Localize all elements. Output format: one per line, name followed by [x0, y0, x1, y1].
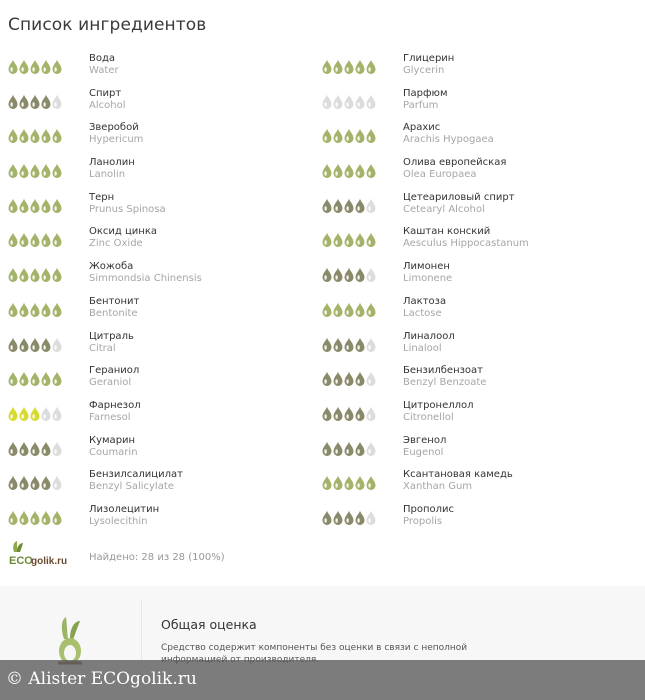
rating-drop-icon — [52, 302, 62, 318]
rating-drop-icon — [41, 406, 51, 422]
rating-drop-icon — [333, 198, 343, 214]
ingredient-name-ru[interactable]: Терн — [89, 191, 115, 203]
rating-drop-icon — [30, 441, 40, 457]
ingredient-row[interactable] — [322, 86, 637, 121]
ingredient-name-ru[interactable]: Парфюм — [403, 87, 448, 99]
ingredient-rating — [8, 510, 62, 526]
ingredient-names — [89, 53, 119, 77]
ingredient-names — [89, 435, 138, 459]
rating-drop-icon — [333, 302, 343, 318]
ingredient-name-en: Coumarin — [89, 446, 138, 458]
rating-drop-icon — [41, 163, 51, 179]
ingredient-names — [403, 365, 486, 389]
ingredient-row[interactable] — [322, 224, 637, 259]
rating-drop-icon — [30, 302, 40, 318]
rating-drop-icon — [19, 510, 29, 526]
ingredient-name-en: Bentonite — [89, 307, 138, 319]
rating-drop-icon — [19, 371, 29, 387]
rating-drop-icon — [355, 441, 365, 457]
copyright-text: © Alister ECOgolik.ru — [6, 669, 197, 689]
found-count: Найдено: 28 из 28 (100%) — [89, 552, 225, 563]
rating-drop-icon — [366, 232, 376, 248]
ingredient-row[interactable] — [322, 120, 637, 155]
ecogolik-logo[interactable] — [8, 540, 80, 568]
rating-drop-icon — [52, 128, 62, 144]
ingredient-name-en: Citronellol — [403, 411, 454, 423]
rating-drop-icon — [8, 198, 18, 214]
ingredient-rating — [322, 302, 376, 318]
rating-drop-icon — [344, 371, 354, 387]
rating-drop-icon — [30, 128, 40, 144]
rating-drop-icon — [344, 198, 354, 214]
rating-drop-icon — [52, 163, 62, 179]
rating-drop-icon — [52, 441, 62, 457]
ingredient-names — [403, 53, 454, 77]
ingredient-rating — [322, 441, 376, 457]
rating-drop-icon — [30, 198, 40, 214]
rating-drop-icon — [333, 510, 343, 526]
rating-drop-icon — [366, 441, 376, 457]
rating-drop-icon — [8, 406, 18, 422]
ingredient-rating — [8, 475, 62, 491]
rating-drop-icon — [344, 337, 354, 353]
ingredient-name-en: Zinc Oxide — [89, 238, 143, 250]
rating-drop-icon — [19, 337, 29, 353]
rating-drop-icon — [333, 371, 343, 387]
rating-drop-icon — [30, 59, 40, 75]
rating-drop-icon — [333, 94, 343, 110]
ingredient-names — [89, 331, 134, 355]
ingredient-row[interactable] — [322, 363, 637, 398]
rating-drop-icon — [333, 441, 343, 457]
ingredient-name-en: Simmondsia Chinensis — [89, 273, 202, 285]
rating-drop-icon — [41, 302, 51, 318]
rating-drop-icon — [8, 371, 18, 387]
rating-drop-icon — [366, 371, 376, 387]
ingredient-name-ru[interactable]: Оксид цинка — [89, 226, 158, 238]
ingredient-names — [403, 261, 452, 285]
rating-drop-icon — [333, 337, 343, 353]
ingredient-rating — [8, 59, 62, 75]
rating-drop-icon — [322, 198, 332, 214]
rating-drop-icon — [366, 337, 376, 353]
ingredient-name-en: Lysolecithin — [89, 515, 148, 527]
ingredient-rating — [8, 128, 62, 144]
ingredient-name-ru[interactable]: Цитраль — [89, 330, 134, 342]
ingredient-name-ru[interactable]: Гераниол — [89, 365, 140, 377]
ingredient-name-ru[interactable]: Бензилбензоат — [403, 365, 484, 377]
rating-drop-icon — [333, 406, 343, 422]
ingredient-row[interactable] — [8, 329, 323, 364]
rating-drop-icon — [8, 337, 18, 353]
ingredient-name-en: Benzyl Salicylate — [89, 481, 174, 493]
rating-drop-icon — [30, 94, 40, 110]
ingredient-row[interactable] — [8, 120, 323, 155]
ingredient-name-en: Xanthan Gum — [403, 481, 473, 493]
rating-drop-icon — [333, 232, 343, 248]
ingredients-column-left — [8, 51, 323, 537]
ingredient-names — [89, 192, 166, 216]
rating-drop-icon — [30, 232, 40, 248]
rating-drop-icon — [355, 128, 365, 144]
rating-drop-icon — [41, 371, 51, 387]
ingredient-names — [403, 157, 506, 181]
ingredient-name-en: Cetearyl Alcohol — [403, 203, 485, 215]
ingredient-name-en: Linalool — [403, 342, 442, 354]
ingredient-row[interactable] — [322, 51, 637, 86]
ingredient-name-ru[interactable]: Эвгенол — [403, 434, 447, 446]
rating-drop-icon — [355, 371, 365, 387]
ingredient-names — [403, 435, 446, 459]
rating-drop-icon — [19, 128, 29, 144]
rating-drop-icon — [8, 267, 18, 283]
ingredient-row[interactable] — [8, 86, 323, 121]
ingredient-names — [89, 157, 135, 181]
rating-drop-icon — [366, 406, 376, 422]
rating-drop-icon — [41, 232, 51, 248]
rating-drop-icon — [366, 94, 376, 110]
rating-drop-icon — [322, 163, 332, 179]
ingredient-row[interactable] — [8, 294, 323, 329]
rating-drop-icon — [19, 406, 29, 422]
rating-drop-icon — [52, 232, 62, 248]
ingredient-name-ru[interactable]: Ланолин — [89, 157, 135, 169]
rating-drop-icon — [366, 510, 376, 526]
ingredient-names — [403, 122, 494, 146]
ingredient-names — [89, 88, 125, 112]
rating-drop-icon — [19, 232, 29, 248]
ingredient-names — [89, 261, 202, 285]
ingredient-name-en: Glycerin — [403, 65, 445, 76]
rating-drop-icon — [41, 510, 51, 526]
ingredient-row[interactable] — [8, 190, 323, 225]
ingredient-name-ru[interactable]: Цитронеллол — [403, 399, 474, 411]
logo-rest-text: golik.ru — [31, 556, 68, 567]
ingredient-name-en: Limonene — [403, 273, 453, 285]
rating-drop-icon — [355, 337, 365, 353]
ingredient-name-ru[interactable]: Глицерин — [403, 53, 455, 64]
ingredient-name-en: Aesculus Hippocastanum — [403, 238, 529, 250]
rating-drop-icon — [52, 475, 62, 491]
rating-drop-icon — [8, 510, 18, 526]
ingredient-rating — [322, 267, 376, 283]
rating-drop-icon — [52, 371, 62, 387]
logo-eco-text: ECO — [9, 555, 33, 567]
rating-drop-icon — [52, 198, 62, 214]
ingredient-name-en: Parfum — [403, 99, 439, 111]
ingredient-row[interactable] — [322, 502, 637, 537]
rating-drop-icon — [19, 441, 29, 457]
rating-drop-icon — [366, 59, 376, 75]
ingredient-name-ru[interactable]: Арахис — [403, 122, 441, 134]
rating-drop-icon — [322, 371, 332, 387]
ingredient-names — [403, 192, 515, 216]
ingredient-name-ru[interactable]: Лимонен — [403, 261, 450, 273]
rating-drop-icon — [52, 94, 62, 110]
rating-drop-icon — [41, 475, 51, 491]
rating-drop-icon — [344, 406, 354, 422]
rating-drop-icon — [52, 406, 62, 422]
ingredient-row[interactable] — [322, 329, 637, 364]
rating-drop-icon — [8, 302, 18, 318]
ingredient-names — [89, 365, 139, 389]
ingredient-names — [403, 469, 513, 493]
rabbit-logo-icon — [13, 541, 23, 552]
ingredient-name-ru[interactable]: Олива европейская — [403, 157, 507, 169]
rating-drop-icon — [322, 441, 332, 457]
rating-drop-icon — [41, 128, 51, 144]
rating-drop-icon — [366, 302, 376, 318]
ingredient-rating — [322, 337, 376, 353]
summary-title: Общая оценка — [161, 617, 257, 632]
rating-drop-icon — [41, 198, 51, 214]
ingredient-row[interactable] — [8, 363, 323, 398]
ingredient-name-ru[interactable]: Лактоза — [403, 295, 447, 307]
ingredient-row[interactable] — [8, 224, 323, 259]
ingredient-names — [403, 504, 454, 528]
ingredient-names — [89, 469, 183, 493]
rating-drop-icon — [19, 302, 29, 318]
rating-drop-icon — [8, 94, 18, 110]
ingredient-name-en: Geraniol — [89, 377, 132, 389]
ingredient-row[interactable] — [8, 433, 323, 468]
ingredient-names — [403, 296, 446, 320]
ingredient-row[interactable] — [8, 155, 323, 190]
rating-drop-icon — [366, 267, 376, 283]
ingredient-rating — [8, 302, 62, 318]
rating-drop-icon — [344, 59, 354, 75]
rating-drop-icon — [30, 267, 40, 283]
rating-drop-icon — [19, 59, 29, 75]
ingredient-name-en: Hypericum — [89, 134, 144, 146]
ingredient-row[interactable] — [322, 294, 637, 329]
ingredient-name-ru[interactable]: Кумарин — [89, 434, 136, 446]
ingredient-row[interactable] — [322, 190, 637, 225]
rating-drop-icon — [333, 128, 343, 144]
rating-drop-icon — [30, 406, 40, 422]
rating-drop-icon — [355, 163, 365, 179]
rating-drop-icon — [322, 510, 332, 526]
rating-drop-icon — [355, 59, 365, 75]
ingredient-name-en: Benzyl Benzoate — [403, 377, 487, 389]
ingredient-rating — [8, 371, 62, 387]
rating-drop-icon — [333, 163, 343, 179]
ingredient-names — [403, 331, 455, 355]
rating-drop-icon — [366, 475, 376, 491]
ingredient-name-ru[interactable]: Фарнезол — [89, 399, 141, 411]
rating-drop-icon — [30, 337, 40, 353]
ingredient-rating — [8, 406, 62, 422]
rating-drop-icon — [8, 128, 18, 144]
ingredients-column-right — [322, 51, 637, 537]
rating-drop-icon — [19, 94, 29, 110]
summary-text: Средство содержит компоненты без оценки в связи с неполной — [161, 643, 468, 653]
rating-drop-icon — [344, 128, 354, 144]
ingredient-names — [403, 88, 448, 112]
page-title: Список ингредиентов — [8, 15, 207, 35]
rating-drop-icon — [8, 441, 18, 457]
ingredient-rating — [8, 232, 62, 248]
ingredient-rating — [322, 406, 376, 422]
ingredient-names — [89, 400, 141, 424]
rating-drop-icon — [322, 94, 332, 110]
rating-drop-icon — [52, 59, 62, 75]
ingredient-name-en: Lactose — [403, 307, 442, 319]
rating-drop-icon — [322, 128, 332, 144]
ingredient-row[interactable] — [322, 398, 637, 433]
ingredient-name-en: Prunus Spinosa — [89, 203, 166, 215]
ingredient-row[interactable] — [8, 259, 323, 294]
rating-drop-icon — [344, 94, 354, 110]
ingredient-row[interactable] — [322, 433, 637, 468]
rating-drop-icon — [322, 232, 332, 248]
ingredient-name-en: Olea Europaea — [403, 169, 477, 181]
rating-drop-icon — [344, 510, 354, 526]
ingredient-rating — [8, 94, 62, 110]
rating-drop-icon — [344, 232, 354, 248]
ingredient-name-ru[interactable]: Линалоол — [403, 330, 455, 342]
rating-drop-icon — [41, 337, 51, 353]
rating-drop-icon — [355, 94, 365, 110]
ingredient-row[interactable] — [322, 259, 637, 294]
rating-drop-icon — [366, 198, 376, 214]
rating-drop-icon — [322, 267, 332, 283]
ingredient-row[interactable] — [8, 398, 323, 433]
ingredient-name-ru[interactable]: Бензилсалицилат — [89, 469, 183, 481]
ingredient-rating — [322, 510, 376, 526]
ingredient-row[interactable] — [322, 155, 637, 190]
ingredient-name-en: Farnesol — [89, 411, 131, 423]
ingredient-name-en: Lanolin — [89, 169, 126, 181]
ingredient-rating — [322, 232, 376, 248]
rating-drop-icon — [19, 163, 29, 179]
ingredient-rating — [8, 163, 62, 179]
rating-drop-icon — [30, 510, 40, 526]
ingredient-rating — [8, 198, 62, 214]
rating-drop-icon — [19, 198, 29, 214]
rating-drop-icon — [322, 302, 332, 318]
rating-drop-icon — [355, 267, 365, 283]
rating-drop-icon — [333, 59, 343, 75]
ingredient-name-en: Citral — [89, 342, 116, 354]
rating-drop-icon — [322, 59, 332, 75]
ingredient-name-ru[interactable]: Вода — [89, 53, 116, 64]
ingredient-row[interactable] — [322, 467, 637, 502]
ingredient-names — [89, 122, 143, 146]
ingredient-name-en: Arachis Hypogaea — [403, 134, 494, 146]
ingredient-names — [403, 226, 529, 250]
ingredient-rating — [8, 337, 62, 353]
rating-drop-icon — [333, 475, 343, 491]
rating-drop-icon — [52, 267, 62, 283]
ingredient-name-en: Water — [89, 65, 119, 76]
ingredient-name-en: Alcohol — [89, 99, 126, 111]
ingredient-name-ru[interactable]: Каштан конский — [403, 226, 491, 238]
ingredient-name-ru[interactable]: Жожоба — [89, 261, 134, 273]
rating-drop-icon — [41, 441, 51, 457]
ingredient-name-ru[interactable]: Лизолецитин — [89, 503, 160, 515]
rating-drop-icon — [322, 475, 332, 491]
ingredient-rating — [322, 128, 376, 144]
rating-drop-icon — [19, 267, 29, 283]
rating-drop-icon — [52, 510, 62, 526]
ingredient-row[interactable] — [8, 51, 323, 86]
rating-drop-icon — [355, 510, 365, 526]
rating-drop-icon — [19, 475, 29, 491]
rating-drop-icon — [8, 163, 18, 179]
rating-drop-icon — [344, 302, 354, 318]
ingredient-name-ru[interactable]: Прополис — [403, 503, 455, 515]
rating-drop-icon — [355, 302, 365, 318]
rating-drop-icon — [8, 475, 18, 491]
rating-drop-icon — [30, 475, 40, 491]
rating-drop-icon — [355, 475, 365, 491]
ingredient-names — [89, 296, 139, 320]
ingredient-rating — [322, 163, 376, 179]
ingredient-rating — [322, 198, 376, 214]
rating-drop-icon — [366, 163, 376, 179]
ingredient-name-en: Propolis — [403, 515, 443, 527]
ingredient-name-ru[interactable]: Зверобой — [89, 122, 139, 134]
rating-drop-icon — [344, 475, 354, 491]
rating-drop-icon — [30, 163, 40, 179]
ingredient-row[interactable] — [8, 502, 323, 537]
ingredient-rating — [8, 267, 62, 283]
rating-drop-icon — [344, 163, 354, 179]
ingredient-name-ru[interactable]: Цетеариловый спирт — [403, 191, 515, 203]
rating-drop-icon — [8, 232, 18, 248]
rating-drop-icon — [322, 337, 332, 353]
ingredient-name-ru[interactable]: Спирт — [89, 87, 122, 99]
rating-drop-icon — [355, 232, 365, 248]
rating-drop-icon — [355, 406, 365, 422]
rating-drop-icon — [52, 337, 62, 353]
rating-drop-icon — [366, 128, 376, 144]
ingredient-name-ru[interactable]: Ксантановая камедь — [403, 469, 513, 481]
rating-drop-icon — [8, 59, 18, 75]
rating-drop-icon — [41, 94, 51, 110]
ingredient-rating — [322, 94, 376, 110]
ingredient-names — [403, 400, 474, 424]
ingredient-row[interactable] — [8, 467, 323, 502]
ingredient-name-en: Eugenol — [403, 446, 444, 458]
rating-drop-icon — [41, 267, 51, 283]
rating-drop-icon — [333, 267, 343, 283]
rating-drop-icon — [30, 371, 40, 387]
ingredient-rating — [322, 59, 376, 75]
rating-drop-icon — [344, 441, 354, 457]
ingredient-rating — [8, 441, 62, 457]
ingredient-rating — [322, 475, 376, 491]
ingredient-name-ru[interactable]: Бентонит — [89, 295, 140, 307]
ingredient-rating — [322, 371, 376, 387]
rating-drop-icon — [322, 406, 332, 422]
rating-drop-icon — [41, 59, 51, 75]
rating-drop-icon — [355, 198, 365, 214]
ingredient-names — [89, 226, 157, 250]
ingredient-names — [89, 504, 159, 528]
rating-drop-icon — [344, 267, 354, 283]
